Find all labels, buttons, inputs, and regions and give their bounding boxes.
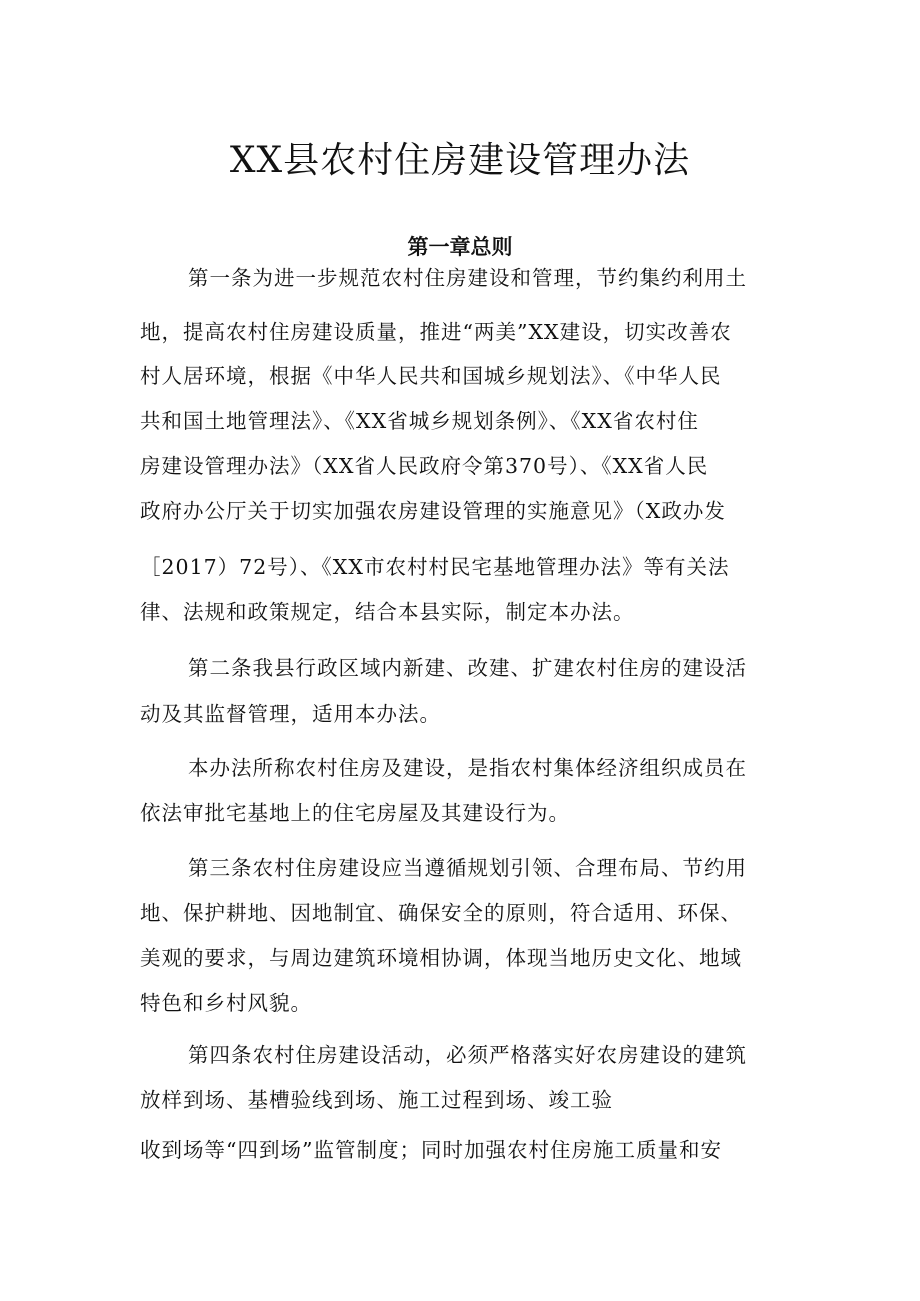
text-line: 本办法所称农村住房及建设，是指农村集体经济组织成员在 bbox=[188, 756, 747, 780]
text-line: 政府办公厅关于切实加强农房建设管理的实施意见》（X政办发 bbox=[140, 499, 726, 523]
text-line: 收到场等“四到场”监管制度；同时加强农村住房施工质量和安 bbox=[140, 1138, 722, 1162]
text-line: 第四条农村住房建设活动，必须严格落实好农房建设的建筑 bbox=[188, 1043, 747, 1067]
text-line: 动及其监督管理，适用本办法。 bbox=[140, 702, 441, 726]
text-line: 第三条农村住房建设应当遵循规划引领、合理布局、节约用 bbox=[188, 856, 747, 880]
text-line: ［2017）72号）、《XX市农村村民宅基地管理办法》等有关法 bbox=[140, 555, 730, 579]
text-line: 律、法规和政策规定，结合本县实际，制定本办法。 bbox=[140, 600, 635, 624]
text-line: 村人居环境，根据《中华人民共和国城乡规划法》、《中华人民 bbox=[140, 364, 722, 388]
chapter-heading: 第一章总则 bbox=[407, 235, 513, 260]
text-line: 共和国土地管理法》、《XX省城乡规划条例》、《XX省农村住 bbox=[140, 409, 699, 433]
text-line: 房建设管理办法》（XX省人民政府令第370号）、《XX省人民 bbox=[140, 454, 709, 478]
text-line: 美观的要求，与周边建筑环境相协调，体现当地历史文化、地域 bbox=[140, 946, 742, 970]
text-line: 特色和乡村风貌。 bbox=[140, 991, 312, 1015]
text-line: 地，提高农村住房建设质量，推进“两美”XX建设，切实改善农 bbox=[140, 320, 732, 344]
text-line: 第二条我县行政区域内新建、改建、扩建农村住房的建设活 bbox=[188, 656, 747, 680]
text-line: 放样到场、基槽验线到场、施工过程到场、竣工验 bbox=[140, 1088, 613, 1112]
text-line: 依法审批宅基地上的住宅房屋及其建设行为。 bbox=[140, 801, 570, 825]
text-line: 地、保护耕地、因地制宜、确保安全的原则，符合适用、环保、 bbox=[140, 901, 742, 925]
document-title: XX县农村住房建设管理办法 bbox=[229, 140, 691, 182]
text-line: 第一条为进一步规范农村住房建设和管理，节约集约利用土 bbox=[188, 266, 747, 290]
